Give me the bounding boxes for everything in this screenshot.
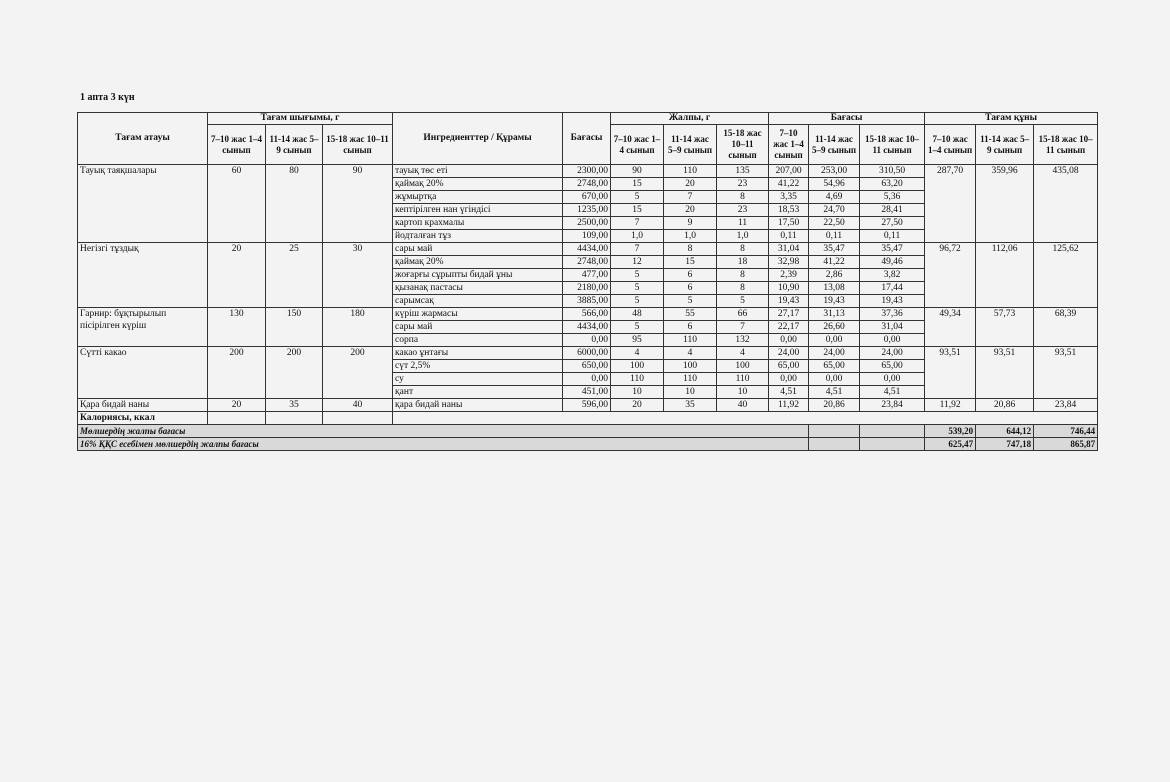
- gross-weight-cell: 7: [717, 321, 769, 334]
- header-cost-age: 11-14 жас 5–9 сынып: [809, 125, 860, 165]
- total-row: [78, 438, 1098, 451]
- gross-weight-cell: 4: [717, 347, 769, 360]
- dish-cost-cell: 287,70: [925, 165, 976, 243]
- ingredient-cost-cell: 31,04: [860, 321, 925, 334]
- ingredient-name-cell: күріш жармасы: [393, 308, 563, 321]
- header-cost-group: Бағасы: [769, 113, 925, 125]
- ingredient-name-cell: какао ұнтағы: [393, 347, 563, 360]
- gross-weight-cell: 23: [717, 204, 769, 217]
- ingredient-cost-cell: 65,00: [809, 360, 860, 373]
- yield-cell: 30: [323, 243, 393, 308]
- ingredient-cost-cell: 35,47: [809, 243, 860, 256]
- gross-weight-cell: 40: [717, 399, 769, 412]
- total-value-cell: 625,47: [925, 438, 976, 451]
- gross-weight-cell: 1,0: [611, 230, 664, 243]
- header-yield-age: 7–10 жас 1–4 сынып: [208, 125, 266, 165]
- ingredient-cost-cell: 5,36: [860, 191, 925, 204]
- gross-weight-cell: 5: [611, 282, 664, 295]
- gross-weight-cell: 15: [611, 178, 664, 191]
- gross-weight-cell: 90: [611, 165, 664, 178]
- ingredient-cost-cell: 4,51: [809, 386, 860, 399]
- gross-weight-cell: 12: [611, 256, 664, 269]
- yield-cell: 20: [208, 399, 266, 412]
- gross-weight-cell: 15: [611, 204, 664, 217]
- ingredient-cost-cell: 20,86: [809, 399, 860, 412]
- ingredient-cost-cell: 0,11: [769, 230, 809, 243]
- calories-yield-cell: [208, 412, 266, 425]
- total-label: Мөлшердің жалпы бағасы: [78, 425, 809, 438]
- gross-weight-cell: 8: [717, 243, 769, 256]
- header-yield-group: Тағам шығымы, г: [208, 113, 393, 125]
- ingredient-price-cell: 6000,00: [563, 347, 611, 360]
- ingredient-cost-cell: 17,50: [769, 217, 809, 230]
- ingredient-cost-cell: 0,11: [860, 230, 925, 243]
- ingredient-cost-cell: 253,00: [809, 165, 860, 178]
- yield-cell: 40: [323, 399, 393, 412]
- ingredient-cost-cell: 54,96: [809, 178, 860, 191]
- ingredient-price-cell: 2180,00: [563, 282, 611, 295]
- header-ingredients: Ингредиенттер / Құрамы: [393, 113, 563, 165]
- ingredient-price-cell: 3885,00: [563, 295, 611, 308]
- gross-weight-cell: 6: [664, 269, 717, 282]
- ingredient-cost-cell: 19,43: [769, 295, 809, 308]
- calories-row: [78, 412, 1098, 425]
- gross-weight-cell: 8: [664, 243, 717, 256]
- ingredient-name-cell: тауық төс еті: [393, 165, 563, 178]
- ingredient-cost-cell: 2,86: [809, 269, 860, 282]
- gross-weight-cell: 10: [611, 386, 664, 399]
- ingredient-cost-cell: 28,41: [860, 204, 925, 217]
- ingredient-name-cell: жұмыртқа: [393, 191, 563, 204]
- header-gross-age: 11-14 жас 5–9 сынып: [664, 125, 717, 165]
- ingredient-name-cell: қара бидай наны: [393, 399, 563, 412]
- ingredient-name-cell: сүт 2,5%: [393, 360, 563, 373]
- ingredient-name-cell: сары май: [393, 243, 563, 256]
- ingredient-cost-cell: 18,53: [769, 204, 809, 217]
- header-dish-cost-age: 11-14 жас 5–9 сынып: [976, 125, 1034, 165]
- total-value-cell: 746,44: [1034, 425, 1098, 438]
- ingredient-cost-cell: 31,04: [769, 243, 809, 256]
- header-yield-age: 15-18 жас 10–11 сынып: [323, 125, 393, 165]
- ingredient-cost-cell: 4,51: [769, 386, 809, 399]
- yield-cell: 90: [323, 165, 393, 243]
- gross-weight-cell: 110: [611, 373, 664, 386]
- yield-cell: 130: [208, 308, 266, 347]
- ingredient-price-cell: 4434,00: [563, 243, 611, 256]
- ingredient-name-cell: су: [393, 373, 563, 386]
- gross-weight-cell: 9: [664, 217, 717, 230]
- header-dish-cost-age: 15-18 жас 10–11 сынып: [1034, 125, 1098, 165]
- ingredient-cost-cell: 31,13: [809, 308, 860, 321]
- ingredient-cost-cell: 310,50: [860, 165, 925, 178]
- gross-weight-cell: 5: [664, 295, 717, 308]
- table-row: [78, 308, 1098, 321]
- yield-cell: 200: [208, 347, 266, 399]
- ingredient-cost-cell: 4,69: [809, 191, 860, 204]
- calories-yield-cell: [266, 412, 323, 425]
- gross-weight-cell: 20: [611, 399, 664, 412]
- gross-weight-cell: 132: [717, 334, 769, 347]
- yield-cell: 60: [208, 165, 266, 243]
- ingredient-cost-cell: 65,00: [769, 360, 809, 373]
- ingredient-price-cell: 2748,00: [563, 178, 611, 191]
- yield-cell: 25: [266, 243, 323, 308]
- yield-cell: 150: [266, 308, 323, 347]
- yield-cell: 35: [266, 399, 323, 412]
- total-empty-cell: [860, 425, 925, 438]
- gross-weight-cell: 110: [664, 334, 717, 347]
- gross-weight-cell: 95: [611, 334, 664, 347]
- gross-weight-cell: 15: [664, 256, 717, 269]
- dish-cost-cell: 93,51: [925, 347, 976, 399]
- total-value-cell: 644,12: [976, 425, 1034, 438]
- gross-weight-cell: 11: [717, 217, 769, 230]
- dish-cost-cell: 125,62: [1034, 243, 1098, 308]
- total-empty-cell: [860, 438, 925, 451]
- total-value-cell: 539,20: [925, 425, 976, 438]
- ingredient-cost-cell: 0,00: [860, 373, 925, 386]
- dish-cost-cell: 93,51: [1034, 347, 1098, 399]
- gross-weight-cell: 4: [664, 347, 717, 360]
- gross-weight-cell: 10: [717, 386, 769, 399]
- ingredient-name-cell: қант: [393, 386, 563, 399]
- ingredient-cost-cell: 49,46: [860, 256, 925, 269]
- dish-name-cell: Тауық таяқшалары: [78, 165, 208, 243]
- ingredient-cost-cell: 0,00: [809, 373, 860, 386]
- ingredient-name-cell: кептірілген нан үгіндісі: [393, 204, 563, 217]
- ingredient-cost-cell: 0,00: [809, 334, 860, 347]
- ingredient-name-cell: қаймақ 20%: [393, 256, 563, 269]
- total-empty-cell: [809, 438, 860, 451]
- ingredient-name-cell: сорпа: [393, 334, 563, 347]
- ingredient-price-cell: 1235,00: [563, 204, 611, 217]
- ingredient-name-cell: йодталған тұз: [393, 230, 563, 243]
- ingredient-price-cell: 670,00: [563, 191, 611, 204]
- ingredient-cost-cell: 32,98: [769, 256, 809, 269]
- header-gross-age: 15-18 жас 10–11 сынып: [717, 125, 769, 165]
- header-dish-cost-age: 7–10 жас 1–4 сынып: [925, 125, 976, 165]
- table-row: [78, 165, 1098, 178]
- ingredient-price-cell: 2500,00: [563, 217, 611, 230]
- ingredient-name-cell: қаймақ 20%: [393, 178, 563, 191]
- gross-weight-cell: 23: [717, 178, 769, 191]
- gross-weight-cell: 6: [664, 321, 717, 334]
- dish-name-cell: Негізгі тұздық: [78, 243, 208, 308]
- ingredient-cost-cell: 63,20: [860, 178, 925, 191]
- yield-cell: 200: [323, 347, 393, 399]
- ingredient-cost-cell: 22,17: [769, 321, 809, 334]
- ingredient-cost-cell: 37,36: [860, 308, 925, 321]
- ingredient-name-cell: сарымсақ: [393, 295, 563, 308]
- ingredient-cost-cell: 4,51: [860, 386, 925, 399]
- calories-label: Калориясы, ккал: [78, 412, 208, 425]
- ingredient-cost-cell: 24,00: [809, 347, 860, 360]
- gross-weight-cell: 5: [611, 269, 664, 282]
- dish-cost-cell: 20,86: [976, 399, 1034, 412]
- header-dish-name: Тағам атауы: [78, 113, 208, 165]
- gross-weight-cell: 20: [664, 204, 717, 217]
- dish-cost-cell: 93,51: [976, 347, 1034, 399]
- gross-weight-cell: 1,0: [664, 230, 717, 243]
- gross-weight-cell: 100: [664, 360, 717, 373]
- table-body: [78, 165, 1098, 451]
- ingredient-price-cell: 596,00: [563, 399, 611, 412]
- ingredient-cost-cell: 207,00: [769, 165, 809, 178]
- ingredient-cost-cell: 2,39: [769, 269, 809, 282]
- gross-weight-cell: 8: [717, 282, 769, 295]
- ingredient-price-cell: 2748,00: [563, 256, 611, 269]
- yield-cell: 180: [323, 308, 393, 347]
- gross-weight-cell: 100: [717, 360, 769, 373]
- gross-weight-cell: 5: [611, 295, 664, 308]
- ingredient-name-cell: жоғарғы сұрыпты бидай ұны: [393, 269, 563, 282]
- ingredient-cost-cell: 13,08: [809, 282, 860, 295]
- ingredient-price-cell: 0,00: [563, 373, 611, 386]
- ingredient-cost-cell: 41,22: [809, 256, 860, 269]
- ingredient-name-cell: картоп крахмалы: [393, 217, 563, 230]
- ingredient-price-cell: 2300,00: [563, 165, 611, 178]
- ingredient-cost-cell: 0,11: [809, 230, 860, 243]
- dish-cost-cell: 359,96: [976, 165, 1034, 243]
- dish-cost-cell: 96,72: [925, 243, 976, 308]
- total-empty-cell: [809, 425, 860, 438]
- ingredient-cost-cell: 23,84: [860, 399, 925, 412]
- total-label: 16% ҚҚС есебімен мөлшердің жалпы бағасы: [78, 438, 809, 451]
- gross-weight-cell: 4: [611, 347, 664, 360]
- ingredient-cost-cell: 27,17: [769, 308, 809, 321]
- gross-weight-cell: 6: [664, 282, 717, 295]
- ingredient-cost-cell: 24,00: [769, 347, 809, 360]
- gross-weight-cell: 5: [611, 191, 664, 204]
- ingredient-cost-cell: 65,00: [860, 360, 925, 373]
- header-cost-age: 15-18 жас 10–11 сынып: [860, 125, 925, 165]
- yield-cell: 200: [266, 347, 323, 399]
- ingredient-cost-cell: 22,50: [809, 217, 860, 230]
- gross-weight-cell: 7: [611, 243, 664, 256]
- header-gross-age: 7–10 жас 1–4 сынып: [611, 125, 664, 165]
- ingredient-name-cell: қызанақ пастасы: [393, 282, 563, 295]
- ingredient-cost-cell: 26,60: [809, 321, 860, 334]
- menu-cost-table: [77, 112, 1098, 451]
- total-row: [78, 425, 1098, 438]
- yield-cell: 80: [266, 165, 323, 243]
- gross-weight-cell: 110: [664, 373, 717, 386]
- gross-weight-cell: 110: [717, 373, 769, 386]
- table-row: [78, 399, 1098, 412]
- ingredient-cost-cell: 0,00: [769, 334, 809, 347]
- ingredient-cost-cell: 17,44: [860, 282, 925, 295]
- ingredient-cost-cell: 27,50: [860, 217, 925, 230]
- dish-name-cell: Гарнир: бұқтырылып пісірілген күріш: [78, 308, 208, 347]
- ingredient-cost-cell: 0,00: [769, 373, 809, 386]
- header-dish-cost-group: Тағам құны: [925, 113, 1098, 125]
- ingredient-price-cell: 477,00: [563, 269, 611, 282]
- page-heading: 1 апта 3 күн: [80, 92, 135, 103]
- header-cost-age: 7–10 жас 1–4 сынып: [769, 125, 809, 165]
- ingredient-cost-cell: 0,00: [860, 334, 925, 347]
- calories-empty-cell: [393, 412, 1098, 425]
- header-price: Бағасы: [563, 113, 611, 165]
- gross-weight-cell: 55: [664, 308, 717, 321]
- header-yield-age: 11-14 жас 5–9 сынып: [266, 125, 323, 165]
- dish-name-cell: Қара бидай наны: [78, 399, 208, 412]
- gross-weight-cell: 10: [664, 386, 717, 399]
- dish-cost-cell: 11,92: [925, 399, 976, 412]
- gross-weight-cell: 35: [664, 399, 717, 412]
- dish-cost-cell: 23,84: [1034, 399, 1098, 412]
- gross-weight-cell: 48: [611, 308, 664, 321]
- ingredient-cost-cell: 24,00: [860, 347, 925, 360]
- ingredient-cost-cell: 19,43: [860, 295, 925, 308]
- gross-weight-cell: 135: [717, 165, 769, 178]
- dish-cost-cell: 68,39: [1034, 308, 1098, 347]
- gross-weight-cell: 66: [717, 308, 769, 321]
- gross-weight-cell: 100: [611, 360, 664, 373]
- ingredient-price-cell: 109,00: [563, 230, 611, 243]
- ingredient-price-cell: 566,00: [563, 308, 611, 321]
- gross-weight-cell: 8: [717, 191, 769, 204]
- dish-cost-cell: 112,06: [976, 243, 1034, 308]
- gross-weight-cell: 5: [611, 321, 664, 334]
- ingredient-price-cell: 4434,00: [563, 321, 611, 334]
- gross-weight-cell: 1,0: [717, 230, 769, 243]
- gross-weight-cell: 20: [664, 178, 717, 191]
- ingredient-cost-cell: 3,35: [769, 191, 809, 204]
- ingredient-price-cell: 0,00: [563, 334, 611, 347]
- dish-cost-cell: 435,08: [1034, 165, 1098, 243]
- dish-cost-cell: 57,73: [976, 308, 1034, 347]
- gross-weight-cell: 8: [717, 269, 769, 282]
- header-gross-group: Жалпы, г: [611, 113, 769, 125]
- ingredient-price-cell: 650,00: [563, 360, 611, 373]
- gross-weight-cell: 18: [717, 256, 769, 269]
- gross-weight-cell: 5: [717, 295, 769, 308]
- ingredient-price-cell: 451,00: [563, 386, 611, 399]
- total-value-cell: 747,18: [976, 438, 1034, 451]
- ingredient-cost-cell: 41,22: [769, 178, 809, 191]
- yield-cell: 20: [208, 243, 266, 308]
- gross-weight-cell: 7: [664, 191, 717, 204]
- total-value-cell: 865,87: [1034, 438, 1098, 451]
- dish-name-cell: Сүтті какао: [78, 347, 208, 399]
- table-row: [78, 243, 1098, 256]
- ingredient-cost-cell: 3,82: [860, 269, 925, 282]
- ingredient-cost-cell: 24,70: [809, 204, 860, 217]
- table-row: [78, 347, 1098, 360]
- ingredient-cost-cell: 10,90: [769, 282, 809, 295]
- ingredient-name-cell: сары май: [393, 321, 563, 334]
- gross-weight-cell: 110: [664, 165, 717, 178]
- ingredient-cost-cell: 11,92: [769, 399, 809, 412]
- calories-yield-cell: [323, 412, 393, 425]
- ingredient-cost-cell: 35,47: [860, 243, 925, 256]
- ingredient-cost-cell: 19,43: [809, 295, 860, 308]
- gross-weight-cell: 7: [611, 217, 664, 230]
- dish-cost-cell: 49,34: [925, 308, 976, 347]
